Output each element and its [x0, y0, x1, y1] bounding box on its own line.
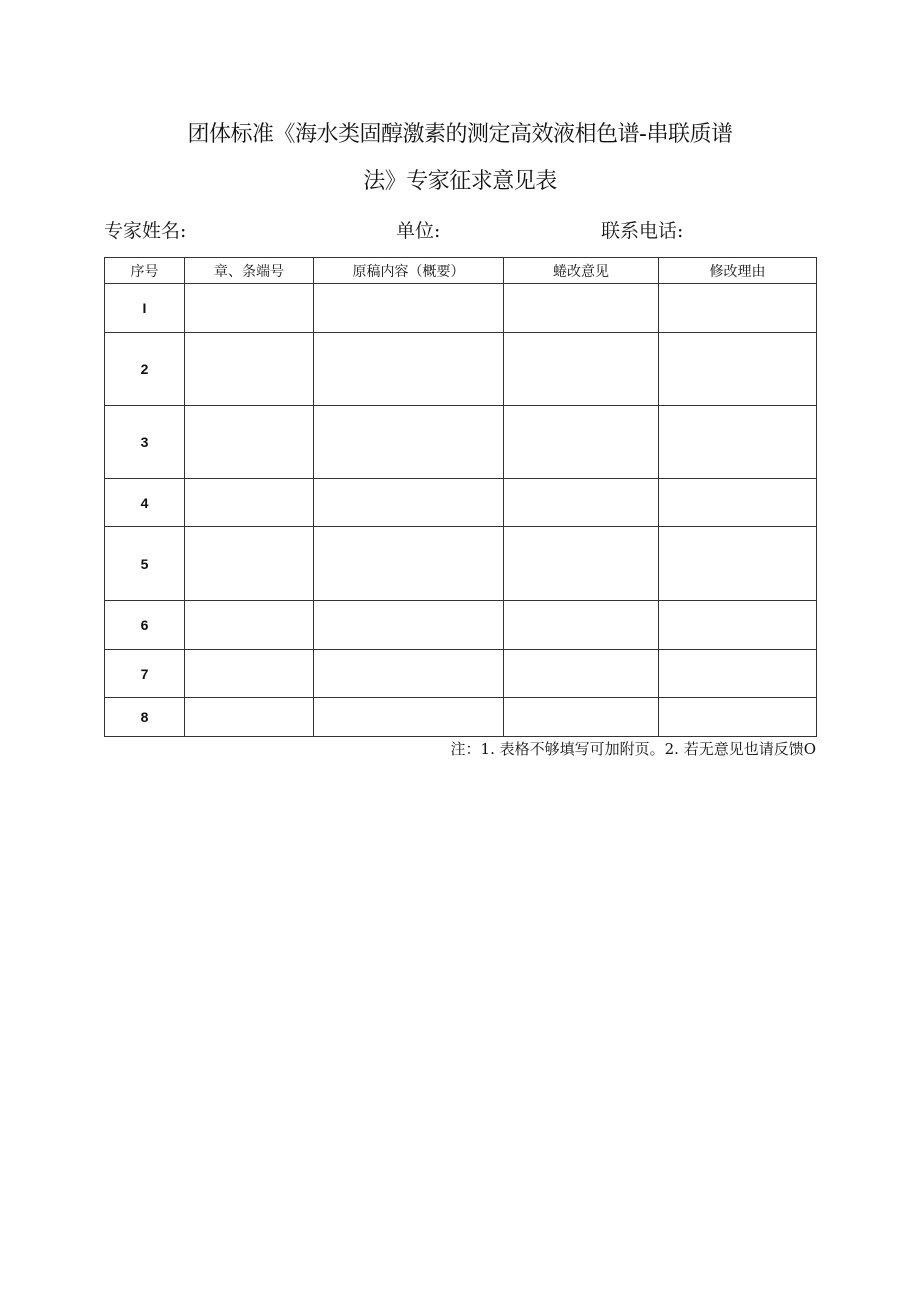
- revision-cell[interactable]: [504, 333, 659, 406]
- original-cell[interactable]: [314, 284, 504, 333]
- expert-name-label: 专家姓名:: [104, 220, 187, 242]
- original-cell[interactable]: [314, 698, 504, 737]
- document-title-line-2: 法》专家征求意见表: [363, 169, 557, 194]
- clause-cell[interactable]: [185, 601, 314, 650]
- table-header-row: [105, 258, 817, 284]
- row-number: 6: [105, 601, 185, 650]
- original-cell[interactable]: [314, 601, 504, 650]
- clause-cell[interactable]: [185, 650, 314, 698]
- opinion-table: [104, 257, 817, 737]
- clause-cell[interactable]: [185, 479, 314, 527]
- reason-cell[interactable]: [659, 650, 817, 698]
- clause-cell[interactable]: [185, 333, 314, 406]
- unit-label: 单位:: [396, 220, 441, 242]
- table-row: [105, 479, 817, 527]
- document-title-line-1: 团体标准《海水类固醇激素的测定高效液相色谱-串联质谱: [187, 122, 733, 147]
- reason-cell[interactable]: [659, 527, 817, 601]
- header-reason: 修改理由: [659, 258, 817, 284]
- reason-cell[interactable]: [659, 406, 817, 479]
- table-row: [105, 601, 817, 650]
- phone-label: 联系电话:: [601, 220, 684, 242]
- reason-cell[interactable]: [659, 284, 817, 333]
- original-cell[interactable]: [314, 527, 504, 601]
- revision-cell[interactable]: [504, 527, 659, 601]
- revision-cell[interactable]: [504, 601, 659, 650]
- original-cell[interactable]: [314, 479, 504, 527]
- table-row: [105, 650, 817, 698]
- reason-cell[interactable]: [659, 479, 817, 527]
- row-number: I: [105, 284, 185, 333]
- row-number: 3: [105, 406, 185, 479]
- header-clause: 章、条端号: [185, 258, 314, 284]
- row-number: 4: [105, 479, 185, 527]
- header-seq: 序号: [105, 258, 185, 284]
- reason-cell[interactable]: [659, 333, 817, 406]
- original-cell[interactable]: [314, 333, 504, 406]
- row-number: 8: [105, 698, 185, 737]
- table-row: [105, 333, 817, 406]
- revision-cell[interactable]: [504, 284, 659, 333]
- row-number: 5: [105, 527, 185, 601]
- table-row: [105, 284, 817, 333]
- header-original: 原稿内容（概要）: [314, 258, 504, 284]
- row-number: 2: [105, 333, 185, 406]
- table-row: [105, 406, 817, 479]
- reason-cell[interactable]: [659, 698, 817, 737]
- row-number: 7: [105, 650, 185, 698]
- revision-cell[interactable]: [504, 650, 659, 698]
- original-cell[interactable]: [314, 650, 504, 698]
- original-cell[interactable]: [314, 406, 504, 479]
- header-revision: 蜷改意见: [504, 258, 659, 284]
- reason-cell[interactable]: [659, 601, 817, 650]
- revision-cell[interactable]: [504, 406, 659, 479]
- table-row: [105, 698, 817, 737]
- revision-cell[interactable]: [504, 698, 659, 737]
- revision-cell[interactable]: [504, 479, 659, 527]
- clause-cell[interactable]: [185, 527, 314, 601]
- footnote: 注：1. 表格不够填写可加附页。2. 若无意见也请反馈O: [450, 740, 816, 758]
- table-row: [105, 527, 817, 601]
- clause-cell[interactable]: [185, 698, 314, 737]
- clause-cell[interactable]: [185, 284, 314, 333]
- clause-cell[interactable]: [185, 406, 314, 479]
